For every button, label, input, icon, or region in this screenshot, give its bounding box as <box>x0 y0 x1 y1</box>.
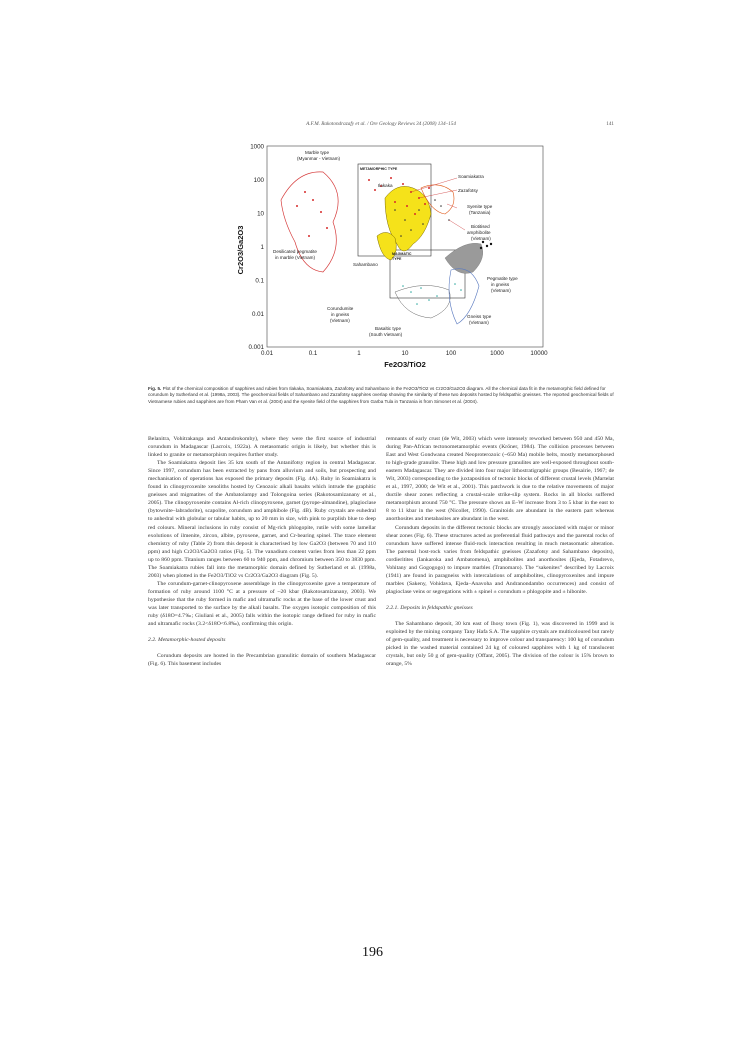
y-tick: 1000 <box>250 143 264 151</box>
label-corundumite-gneiss: in gneiss <box>331 312 350 317</box>
label-marble-location: (Myanmar - Vietnam) <box>297 156 341 161</box>
label-desilicated-location: in marble (Vietnam) <box>275 255 315 260</box>
label-biotitised-amphibolite: amphibolite <box>467 230 491 235</box>
label-metamorphic-type: METAMORPHIC TYPE <box>360 167 398 171</box>
label-gneiss: Gneiss type <box>467 314 492 319</box>
label-biotitised: Biotitised <box>471 224 490 229</box>
label-biotitised-location: (Vietnam) <box>471 236 491 241</box>
x-tick: 100 <box>445 350 457 357</box>
y-tick: 0.01 <box>251 311 264 318</box>
gneiss-gray-field <box>445 243 483 273</box>
x-tick: 10000 <box>530 350 548 357</box>
label-basaltic-location: (South Vietnam) <box>369 332 403 337</box>
x-tick: 0.01 <box>260 350 274 357</box>
figure-5-diagram <box>235 140 550 378</box>
label-magmatic-type: TYPE <box>392 257 402 261</box>
right-paragraph-2: Corundum deposits in the different tectonic blocks are strongly associated with major or minor shear zones (Fig. 6). These structures acted as preferential fluid pathways and the parental rocks of corundum have suffered intense fluid-rock interaction resulting in much metasomatic alteration. The parental host-rock varies from feldspathic gneisses (Zazafotsy and Sahambano deposits), cordieritites (Iankaroka and Ambatomena), amphibolites and anorthosites (Ejeda, Fotadrevo, Vohitany and Gogogogo) to impure marbles (Tranomaro). The “sakenites” described by Lacroix (1941) are found in paragneiss with intercalations of amphibolites, clinopyroxenites and impure marbles (Sakeny, Vohidava, Ejeda–Anavoha and Andranondambo occurrences) and consist of plagioclase veins or segregations with ± spinel ± corundum ± phlogopite and ± hibonite. <box>386 524 614 595</box>
label-gneiss-location: (Vietnam) <box>469 320 489 325</box>
label-syenite: Syenite type <box>467 204 493 209</box>
right-text-column <box>386 435 614 668</box>
journal-page-number: 141 <box>606 121 614 127</box>
left-paragraph-1: Belanitra, Vohitrakanga and Antandrokomby), where they were the first source of industrial corundum in Madagascar (Lacroix, 1922a). A metasomatic origin is likely, but whether this is linked to granite or metamorphism requires further study. <box>148 436 376 459</box>
y-tick: 0.1 <box>255 277 264 285</box>
x-axis-label: Fe2O3/TiO2 <box>384 360 426 369</box>
label-pegmatite: Pegmatite type <box>487 276 518 281</box>
right-paragraph-3: The Sahambano deposit, 30 km east of Ihosy town (Fig. 1), was discovered in 1999 and is exploited by the mining company Tany Hafa S.A. The sapphire crystals are multicoloured but rarely of gem-quality, and treatment is necessary to improve colour and transparency: 100 kg of corundum picked in the washed material contained 24 kg of coloured sapphires with 1 kg of translucent crystals, but only 50 g of gem-quality (Offant, 2005). The division of the colour is 15% brown to orange, 5% <box>386 620 614 668</box>
label-pegmatite-gneiss: in gneiss <box>491 282 510 287</box>
left-paragraph-3: The corundum-garnet-clinopyroxene assemblage in the clinopyroxenite gave a temperature of formation of ruby around 1100 °C at a pressure of ~20 kbar (Rakotosamizanany, 2003). We hypothesise that the ruby formed in mafic and ultramafic rocks at the base of the lower crust and was later transported to the surface by the alkali basalts. The oxygen isotopic composition of this ruby (δ18O=4.7‰; Giuliani et al., 2005) falls within the isotopic range defined for ruby in mafic and ultramafic rocks (3.2<δ18O<6.8‰), confirming this origin. <box>148 580 376 628</box>
y-axis-ticks <box>249 144 265 352</box>
label-basaltic: Basaltic type <box>375 326 402 331</box>
running-header <box>148 121 614 131</box>
label-ilakaka: Ilakaka <box>378 183 393 188</box>
left-paragraph-2: The Soamiakatra deposit lies 35 km south of the Antanifotsy region in central Madagascar. Since 1997, corundum has been extracted by pans from alluvium and soils, but prospecting and mechanisation of operations has exposed the primary deposits (Fig. 4A). Ruby in Soamiakatra is found in clinopyroxenite xenoliths hosted by Cenozoic alkali basalts which intrude the graphitic gneisses and migmatites of the Ambatolampy and Tolongoina series (Rakotosamizanany et al., 2005). The clinopyroxenite contains Al-rich clinopyroxene, garnet (pyrope-almandine), plagioclase (bytownite–labradorite), scapolite, corundum and amphibole (Fig. 4B). Ruby crystals are euhedral to anhedral with globular or tabular habits, up to 20 mm in size, with pink to purplish blue to deep red colours. Mineral inclusions in ruby consist of Mg-rich phlogopite, rutile with some lamellar exolutions of ilmenite, zircon, albite, pyroxene, garnet, and Cr-bearing spinel. The trace element chemistry of ruby (Table 2) from this deposit is characterised by low Ga2O3 (between 70 and 110 ppm) and high Cr2O3/Ga2O3 ratios (Fig. 5). The vanadium content varies from less than 22 ppm up to 860 ppm. Titanium ranges between 60 to 940 ppm, and chromium between 350 to 3830 ppm. The Soamiakatra rubies fall into the metamorphic domain defined by Sutherland et al. (1998a, 2003) when plotted in the Fe2O3/TiO2 vs Cr2O3/Ga2O3 diagram (Fig. 5). <box>148 460 376 579</box>
figure-caption <box>148 386 614 405</box>
label-syenite-location: (Tanzania) <box>469 210 491 215</box>
x-tick: 1 <box>357 350 361 357</box>
caption-text: Plot of the chemical composition of sapphires and rubies from Ilakaka, Soamiakatra, Zazafotsy and Sahambano in the Fe2O3/TiO2 vs Cr2O3/Ga2O3 diagram. All the chemical data fit in the metamorphic field defined for corundum by Sutherland et al. (1998a, 2003). The geochemical fields of Sahambano and Zazafotsy sapphires overlap showing the similarity of these two deposits hosted by feldspathic gneisses. The reported geochemical fields of Vietnamese rubies and sapphires are from Pham Van et al. (2004) and the syenite field of the sapphires from Garba Tula in Tanzania is from Simonet et al. (2004). <box>148 386 614 404</box>
label-pegmatite-location: (Vietnam) <box>491 288 511 293</box>
journal-citation: A.F.M. Rakotondrazafy et al. / Ore Geology Reviews 34 (2008) 134–154 <box>306 121 456 127</box>
left-text-column <box>148 435 376 668</box>
section-heading-2-2: 2.2. Metamorphic-hosted deposits <box>148 637 226 644</box>
x-axis-ticks <box>261 350 548 357</box>
sahambano-data-points <box>402 283 462 305</box>
page-number: 196 <box>362 945 383 960</box>
label-marble: Marble type <box>305 150 330 155</box>
y-tick: 0.001 <box>248 344 264 351</box>
right-paragraph-1: remnants of early crust (de Wit, 2003) which were intensely reworked between 950 and 450 Ma, during Pan-African tectonometamorphic events (Kröner, 1984). The collision processes between East and West Gondwana created Neoproterozoic (~650 Ma) mobile belts, mostly metamorphosed to high-grade granulite. These high and low pressure granulites are well-exposed throughout south-eastern Madagascar. They are divided into four major lithostratigraphic groups (Besairie, 1967; de Wit, 2003) corresponding to the juxtaposition of tectonic blocks of different crustal levels (Martelat et al., 1997, 2000; de Wit et al., 2001). This patchwork is due to the relative movements of major ductile shear zones reflecting a crustal-scale strike-slip system. Rocks in all blocks suffered metamorphism around 750 °C. The pressure shows an E–W increase from 3 to 5 kbar in the east to 8 to 11 kbar in the west (Nicollet, 1990). Granitoids are abundant in the eastern part whereas anorthosites and metabasites are abundant in the west. <box>386 436 614 523</box>
x-tick: 0.1 <box>308 350 318 357</box>
section-heading-2-2-1: 2.2.1. Deposits in feldspathic gneisses <box>386 604 473 611</box>
biotitised-data-points <box>480 241 492 249</box>
x-tick: 1000 <box>490 350 504 357</box>
left-paragraph-4: Corundum deposits are hosted in the Precambrian granulitic domain of southern Madagascar (Fig. 6). This basement includes <box>148 653 376 668</box>
y-tick: 100 <box>253 177 264 184</box>
caption-label: Fig. 5. <box>148 386 162 391</box>
label-magmatic: MAGMATIC <box>392 252 412 256</box>
label-desilicated: Desilicated pegmatite <box>273 249 317 254</box>
x-tick: 10 <box>401 350 409 357</box>
label-soamiakatra: Soamiakatra <box>458 174 484 179</box>
y-tick: 10 <box>257 210 264 218</box>
label-zazafotsy: Zazafotsy <box>458 188 478 193</box>
y-axis-label: Cr2O3/Ga2O3 <box>236 225 245 275</box>
label-sahambano: Sahambano <box>353 262 378 267</box>
y-tick: 1 <box>260 244 264 251</box>
label-corundumite: Corundumite <box>327 306 354 311</box>
label-corundumite-location: (Vietnam) <box>330 318 350 323</box>
corundumite-field <box>395 285 450 318</box>
